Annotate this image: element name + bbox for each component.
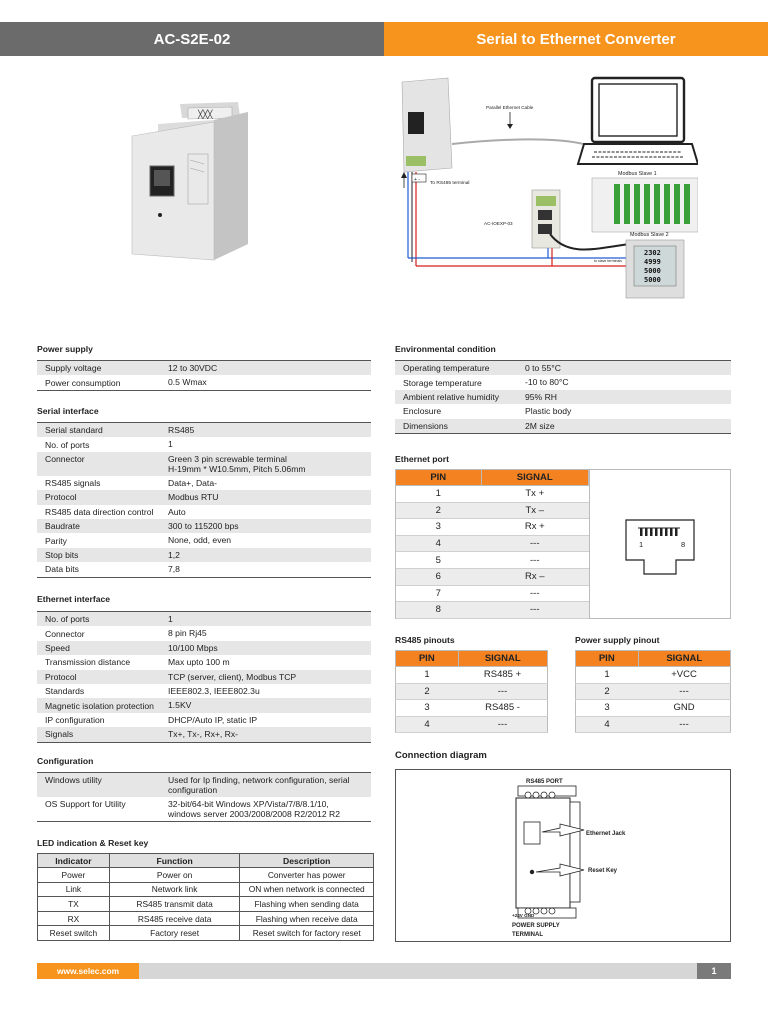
- configuration-key: Windows utility: [45, 775, 102, 785]
- ethernet-port-cell: Rx +: [481, 519, 589, 536]
- ethernet-interface-key: Connector: [45, 628, 85, 639]
- ethernet-interface-row: [37, 684, 371, 698]
- ethernet-interface-row: [37, 727, 371, 741]
- ethernet-interface-value: 10/100 Mbps: [168, 642, 218, 653]
- power-supply-key: Power consumption: [45, 377, 121, 388]
- power-supply-title: Power supply: [37, 344, 93, 354]
- power-pinout-cell: 4: [576, 716, 639, 733]
- serial-interface-row: [37, 423, 371, 437]
- power-pinout-cell: ---: [638, 683, 730, 700]
- serial-interface-row: [37, 533, 371, 547]
- serial-interface-key: Baudrate: [45, 521, 80, 532]
- led-row: [38, 868, 374, 883]
- configuration-title: Configuration: [37, 756, 94, 766]
- configuration-key: OS Support for Utility: [45, 799, 126, 809]
- ethernet-port-row: [396, 486, 589, 503]
- rs485-port-label: RS485 PORT: [526, 779, 563, 785]
- eth-header-pin: PIN: [396, 470, 482, 486]
- power-supply-value: 0.5 Wmax: [168, 377, 207, 388]
- ethernet-port-table: [395, 469, 589, 619]
- power-header-signal: SIGNAL: [638, 651, 730, 667]
- environmental-key: Dimensions: [403, 420, 448, 431]
- topology-diagram: [398, 68, 698, 304]
- power-pinout-cell: ---: [638, 716, 730, 733]
- ethernet-interface-value: Tx+, Tx-, Rx+, Rx-: [168, 729, 239, 740]
- ethernet-port-cell: 1: [396, 486, 482, 503]
- ethernet-interface-row: [37, 612, 371, 626]
- ethernet-interface-title: Ethernet interface: [37, 594, 111, 604]
- serial-interface-value: Modbus RTU: [168, 492, 219, 503]
- led-cell: Power: [38, 868, 110, 883]
- power-supply-key: Supply voltage: [45, 363, 102, 374]
- power-pinout-table: [575, 650, 731, 733]
- environmental-key: Ambient relative humidity: [403, 391, 500, 402]
- environmental-value: 95% RH: [525, 391, 557, 402]
- serial-interface-value: 1: [168, 439, 173, 450]
- product-photo: [128, 94, 258, 274]
- model-number: AC-S2E-02: [0, 22, 384, 56]
- rs485-pinout-cell: RS485 -: [458, 700, 547, 717]
- power-pinout-cell: 3: [576, 700, 639, 717]
- rs485-header-signal: SIGNAL: [458, 651, 547, 667]
- ethernet-port-cell: Tx +: [481, 486, 589, 503]
- serial-interface-value: None, odd, even: [168, 535, 232, 546]
- led-row: [38, 897, 374, 912]
- rs485-pinout-cell: RS485 +: [458, 667, 547, 684]
- led-cell: Network link: [109, 882, 240, 897]
- page-header: [0, 22, 768, 56]
- rs485-pinout-cell: 2: [396, 683, 459, 700]
- led-row: [38, 882, 374, 897]
- environmental-row: [395, 375, 731, 389]
- ethernet-interface-key: Signals: [45, 729, 74, 740]
- ethernet-port-cell: 6: [396, 568, 482, 585]
- rs485-pinouts-table: [395, 650, 548, 733]
- power-pinout-row: [576, 716, 731, 733]
- rs485-pinout-row: [396, 716, 548, 733]
- rj45-jack-icon: [624, 518, 696, 576]
- ethernet-jack-label: Ethernet Jack: [586, 831, 626, 837]
- power-supply-value: 12 to 30VDC: [168, 362, 218, 373]
- jack-pin-1: 1: [639, 540, 644, 549]
- ethernet-interface-key: No. of ports: [45, 614, 90, 625]
- ethernet-port-title: Ethernet port: [395, 454, 449, 464]
- reset-key-label: Reset Key: [588, 868, 618, 874]
- led-row: [38, 926, 374, 941]
- ethernet-interface-value: 8 pin Rj45: [168, 628, 207, 639]
- rs485-pinout-cell: ---: [458, 716, 547, 733]
- serial-interface-row: [37, 490, 371, 504]
- power-supply-row: [37, 361, 371, 375]
- connection-diagram: [500, 774, 660, 940]
- ethernet-interface-key: Protocol: [45, 671, 77, 682]
- meter-value-4: 5000: [644, 276, 661, 284]
- led-title: LED indication & Reset key: [37, 838, 149, 848]
- serial-interface-row: [37, 476, 371, 490]
- ethernet-interface-value: 1.5KV: [168, 700, 192, 711]
- environmental-row: [395, 361, 731, 375]
- meter-value-3: 5000: [644, 267, 661, 275]
- serial-interface-key: Parity: [45, 535, 67, 546]
- rs485-pinout-row: [396, 700, 548, 717]
- footer-url[interactable]: www.selec.com: [37, 963, 139, 979]
- ethernet-interface-key: Transmission distance: [45, 657, 131, 668]
- serial-interface-row: [37, 437, 371, 451]
- power-pinout-row: [576, 700, 731, 717]
- ethernet-interface-row: [37, 626, 371, 640]
- led-cell: Power on: [109, 868, 240, 883]
- led-cell: RX: [38, 911, 110, 926]
- power-pinout-title: Power supply pinout: [575, 635, 660, 645]
- serial-interface-row: [37, 562, 371, 576]
- ethernet-port-row: [396, 585, 589, 602]
- rs485-pinout-row: [396, 683, 548, 700]
- product-title: Serial to Ethernet Converter: [384, 22, 768, 56]
- ethernet-port-cell: 5: [396, 552, 482, 569]
- serial-interface-value: RS485: [168, 424, 195, 435]
- ethernet-port-cell: Rx –: [481, 568, 589, 585]
- serial-interface-value: Green 3 pin screwable terminal H-19mm * W10.5mm, Pitch 5.06mm: [168, 453, 306, 475]
- rs485-pinout-row: [396, 667, 548, 684]
- power-pinout-cell: 1: [576, 667, 639, 684]
- slave2-label: Modbus Slave 2: [630, 232, 669, 238]
- configuration-row: [37, 797, 371, 821]
- ethernet-interface-key: Speed: [45, 642, 70, 653]
- serial-interface-key: Stop bits: [45, 549, 79, 560]
- module-label: AC-IOEXP-03: [484, 221, 513, 226]
- ethernet-interface-key: Standards: [45, 686, 85, 697]
- rs485-header-pin: PIN: [396, 651, 459, 667]
- serial-interface-row: [37, 452, 371, 476]
- ethernet-port-cell: ---: [481, 585, 589, 602]
- serial-interface-key: Protocol: [45, 492, 77, 503]
- led-header-function: Function: [109, 854, 240, 868]
- serial-interface-value: Auto: [168, 506, 186, 517]
- led-cell: ON when network is connected: [240, 882, 374, 897]
- ethernet-interface-row: [37, 655, 371, 669]
- serial-interface-key: No. of ports: [45, 439, 90, 450]
- ethernet-interface-value: Max upto 100 m: [168, 657, 230, 668]
- led-cell: Reset switch: [38, 926, 110, 941]
- ethernet-interface-value: IEEE802.3, IEEE802.3u: [168, 685, 260, 696]
- eth-header-signal: SIGNAL: [481, 470, 589, 486]
- ethernet-interface-value: TCP (server, client), Modbus TCP: [168, 671, 297, 682]
- ethernet-interface-table: [37, 611, 371, 743]
- rs485-pinouts-title: RS485 pinouts: [395, 635, 455, 645]
- connection-title: Connection diagram: [395, 750, 487, 761]
- svg-text:╳╳╳: ╳╳╳: [198, 110, 213, 119]
- led-cell: Flashing when sending data: [240, 897, 374, 912]
- led-table: [37, 853, 374, 941]
- slave2-note: to slave terminals: [594, 259, 622, 263]
- slave1-label: Modbus Slave 1: [618, 171, 657, 177]
- ethernet-port-cell: 7: [396, 585, 482, 602]
- ethernet-interface-key: Magnetic isolation protection: [45, 700, 154, 711]
- environmental-row: [395, 419, 731, 433]
- power-supply-table: [37, 360, 371, 391]
- serial-interface-key: Serial standard: [45, 425, 103, 436]
- ethernet-port-cell: Tx –: [481, 502, 589, 519]
- environmental-key: Enclosure: [403, 406, 442, 417]
- environmental-row: [395, 390, 731, 404]
- rs485-pinout-cell: 1: [396, 667, 459, 684]
- ethernet-port-cell: ---: [481, 552, 589, 569]
- led-cell: RS485 transmit data: [109, 897, 240, 912]
- serial-interface-key: Connector: [45, 453, 85, 464]
- ethernet-port-row: [396, 519, 589, 536]
- configuration-table: [37, 772, 371, 822]
- ethernet-port-cell: 8: [396, 602, 482, 619]
- environmental-value: Plastic body: [525, 406, 572, 417]
- ethernet-port-cell: 4: [396, 535, 482, 552]
- cable-label: Parallel Ethernet Cable: [486, 105, 534, 110]
- ethernet-interface-row: [37, 641, 371, 655]
- serial-interface-row: [37, 519, 371, 533]
- ethernet-port-cell: 3: [396, 519, 482, 536]
- ethernet-port-row: [396, 602, 589, 619]
- rs485-label: To RS485 terminal: [430, 181, 470, 186]
- power-header-pin: PIN: [576, 651, 639, 667]
- led-cell: Reset switch for factory reset: [240, 926, 374, 941]
- ethernet-interface-row: [37, 698, 371, 712]
- led-cell: TX: [38, 897, 110, 912]
- ethernet-port-cell: ---: [481, 535, 589, 552]
- ethernet-port-row: [396, 568, 589, 585]
- meter-value-1: 2302: [644, 249, 661, 257]
- ethernet-interface-row: [37, 713, 371, 727]
- ethernet-port-row: [396, 502, 589, 519]
- led-cell: Flashing when receive data: [240, 911, 374, 926]
- serial-interface-key: RS485 data direction control: [45, 506, 154, 517]
- ethernet-port-divider: [589, 469, 590, 619]
- svg-text:+ -: + -: [414, 177, 420, 183]
- serial-interface-row: [37, 505, 371, 519]
- power-pinout-cell: GND: [638, 700, 730, 717]
- led-cell: Factory reset: [109, 926, 240, 941]
- power-pinout-cell: +VCC: [638, 667, 730, 684]
- environmental-title: Environmental condition: [395, 344, 496, 354]
- serial-interface-value: Data+, Data-: [168, 477, 217, 488]
- power-pinout-cell: 2: [576, 683, 639, 700]
- ethernet-port-row: [396, 552, 589, 569]
- led-header-description: Description: [240, 854, 374, 868]
- power-pinout-row: [576, 667, 731, 684]
- serial-interface-key: RS485 signals: [45, 477, 101, 488]
- power-pinout-row: [576, 683, 731, 700]
- led-cell: Converter has power: [240, 868, 374, 883]
- rs485-pinout-cell: 3: [396, 700, 459, 717]
- led-cell: RS485 receive data: [109, 911, 240, 926]
- environmental-row: [395, 404, 731, 418]
- serial-interface-value: 300 to 115200 bps: [168, 520, 239, 531]
- led-header-indicator: Indicator: [38, 854, 110, 868]
- ethernet-port-cell: 2: [396, 502, 482, 519]
- power-terminal-label-1: POWER SUPPLY: [512, 923, 560, 929]
- environmental-value: 0 to 55°C: [525, 362, 561, 373]
- environmental-key: Operating temperature: [403, 363, 490, 374]
- configuration-row: [37, 773, 371, 797]
- rs485-pinout-cell: ---: [458, 683, 547, 700]
- jack-pin-8: 8: [681, 540, 686, 549]
- rs485-pinout-cell: 4: [396, 716, 459, 733]
- terminal-pins-label: +24V GND: [512, 913, 535, 918]
- ethernet-interface-row: [37, 670, 371, 684]
- led-row: [38, 911, 374, 926]
- serial-interface-table: [37, 422, 371, 578]
- footer-bar: [37, 963, 731, 979]
- environmental-value: 2M size: [525, 420, 555, 431]
- serial-interface-value: 1,2: [168, 549, 180, 560]
- ethernet-port-row: [396, 535, 589, 552]
- configuration-value: 32-bit/64-bit Windows XP/Vista/7/8/8.1/10, windows server 2003/2008/2008 R2/2012 R2: [168, 799, 340, 820]
- environmental-table: [395, 360, 731, 434]
- ethernet-port-cell: ---: [481, 602, 589, 619]
- power-supply-row: [37, 375, 371, 389]
- serial-interface-key: Data bits: [45, 564, 79, 575]
- serial-interface-title: Serial interface: [37, 406, 99, 416]
- ethernet-interface-value: 1: [168, 613, 173, 624]
- meter-value-2: 4999: [644, 258, 661, 266]
- ethernet-interface-value: DHCP/Auto IP, static IP: [168, 714, 258, 725]
- environmental-key: Storage temperature: [403, 377, 482, 388]
- led-cell: Link: [38, 882, 110, 897]
- power-terminal-label-2: TERMINAL: [512, 932, 543, 938]
- serial-interface-row: [37, 548, 371, 562]
- environmental-value: -10 to 80°C: [525, 377, 569, 388]
- ethernet-interface-key: IP configuration: [45, 714, 105, 725]
- page-number: 1: [697, 963, 731, 979]
- serial-interface-value: 7,8: [168, 564, 180, 575]
- configuration-value: Used for Ip finding, network configuration, serial configuration: [168, 775, 350, 796]
